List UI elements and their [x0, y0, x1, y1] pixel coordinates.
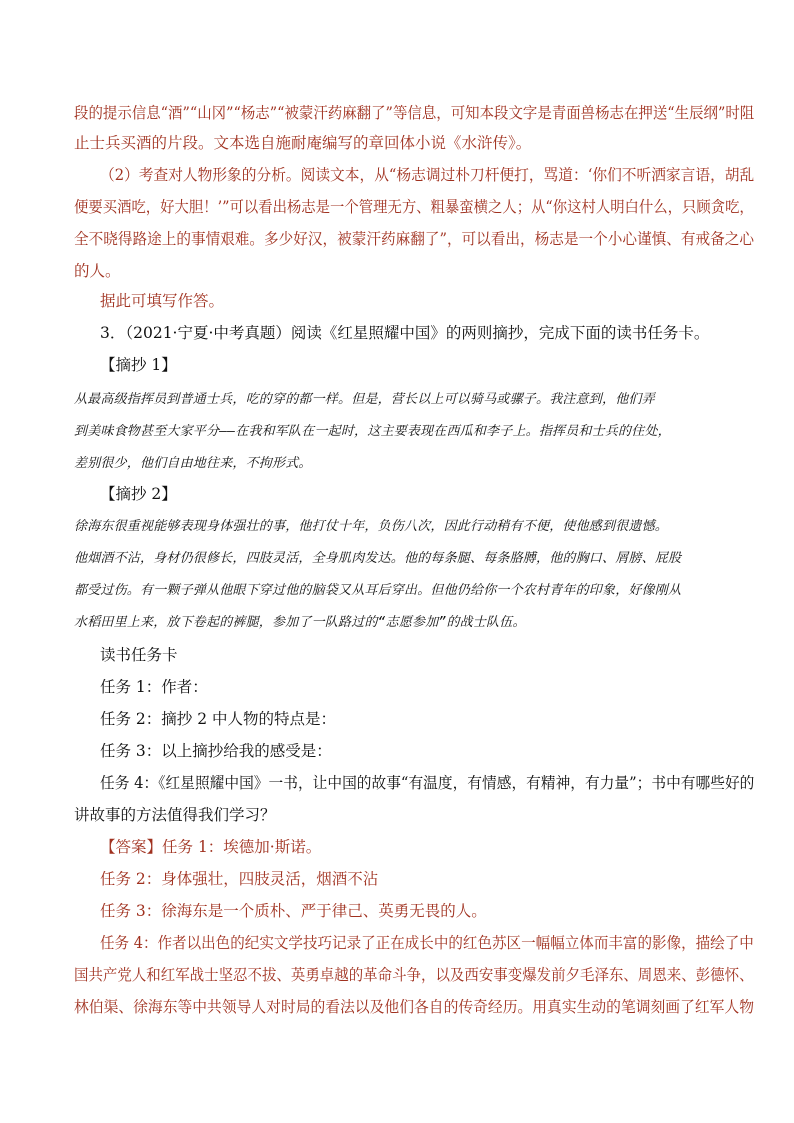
analysis-paragraph-2-line-4: 的人。	[74, 262, 121, 280]
excerpt-2-line-2: 他烟酒不沾，身材仍很修长，四肢灵活，全身肌肉发达。他的每条腿、每条胳膊，他的胸口、屑膀、屁股	[74, 551, 682, 566]
excerpt-1-line-2: 到美味食物甚至大家平分——在我和军队在一起时，这主要表现在西瓜和李子上。指挥员和士兵的住处，	[74, 424, 671, 439]
analysis-paragraph-2-line-1: （2）考查对人物形象的分析。阅读文本，从“杨志调过朴刀杆便打，骂道：‘你们不听洒家言语，胡乱	[100, 166, 755, 184]
task-card-title: 读书任务卡	[100, 646, 178, 664]
answer-1-text: 任务 1：埃德加·斯诺。	[162, 838, 322, 856]
conclusion-line: 据此可填写作答。	[100, 292, 225, 310]
task-4-line-2: 讲故事的方法值得我们学习？	[74, 806, 276, 824]
answer-3: 任务 3：徐海东是一个质朴、严于律己、英勇无畏的人。	[100, 902, 487, 920]
question-3-stem: 3．（2021·宁夏·中考真题）阅读《红星照耀中国》的两则摘抄，完成下面的读书任务卡。	[100, 324, 710, 342]
task-4-line-1: 任务 4：《红星照耀中国》一书，让中国的故事“有温度，有情感，有精神，有力量”；书中有哪些好的	[100, 774, 755, 792]
answer-4-line-1: 任务 4：作者以出色的纪实文学技巧记录了正在成长中的红色苏区一幅幅立体而丰富的影像，描绘了中	[100, 934, 754, 952]
excerpt-2-line-1: 徐海东很重视能够表现身体强壮的事，他打仗十年，负伤八次，因此行动稍有不便，使他感到很遗憾。	[74, 519, 669, 534]
excerpt-2-label: 【摘抄 2】	[100, 485, 177, 503]
answer-2: 任务 2：身体强壮，四肢灵活，烟酒不沾	[100, 870, 379, 888]
excerpt-2-line-4: 水稻田里上来，放下卷起的裤腿，参加了一队路过的“志愿参加”的战士队伍。	[74, 615, 526, 630]
answer-4-line-2: 国共产党人和红军战士坚忍不拔、英勇卓越的革命斗争，以及西安事变爆发前夕毛泽东、周恩来、彭德怀、	[74, 966, 754, 984]
task-1: 任务 1：作者：	[100, 678, 208, 696]
analysis-paragraph-1-line-2: 止士兵买酒的片段。文本选自施耐庵编写的章回体小说《水浒传》。	[74, 134, 532, 152]
analysis-paragraph-2-line-2: 便要买酒吃，好大胆！’”可以看出杨志是一个管理无方、粗暴蛮横之人；从“你这村人明白什么，只顾贪吃，	[74, 198, 754, 216]
answer-label: 【答案】	[100, 838, 163, 856]
excerpt-1-line-1: 从最高级指挥员到普通士兵，吃的穿的都一样。但是，营长以上可以骑马或骡子。我注意到，他们弄	[74, 392, 655, 407]
excerpt-2-line-3: 都受过伤。有一颗子弹从他眼下穿过他的脑袋又从耳后穿出。但他仍给你一个农村青年的印象，好像刚从	[74, 583, 682, 598]
answer-1	[100, 837, 321, 857]
answer-4-line-3: 林伯渠、徐海东等中共领导人对时局的看法以及他们各自的传奇经历。用真实生动的笔调刻画了红军人物	[74, 998, 755, 1016]
analysis-paragraph-2-line-3: 全不晓得路途上的事情艰难。多少好汉，被蒙汗药麻翻了”，可以看出，杨志是一个小心谨慎、有戒备之心	[74, 230, 754, 248]
analysis-paragraph-1-line-1: 段的提示信息“酒”“山冈”“杨志”“被蒙汗药麻翻了”等信息，可知本段文字是青面兽杨志在押送“生辰纲”时阻	[74, 104, 755, 122]
excerpt-1-line-3: 差别很少，他们自由地往来，不拘形式。	[74, 456, 312, 471]
task-3: 任务 3：以上摘抄给我的感受是：	[100, 742, 332, 760]
excerpt-1-label: 【摘抄 1】	[100, 356, 177, 374]
task-2: 任务 2：摘抄 2 中人物的特点是：	[100, 710, 337, 728]
